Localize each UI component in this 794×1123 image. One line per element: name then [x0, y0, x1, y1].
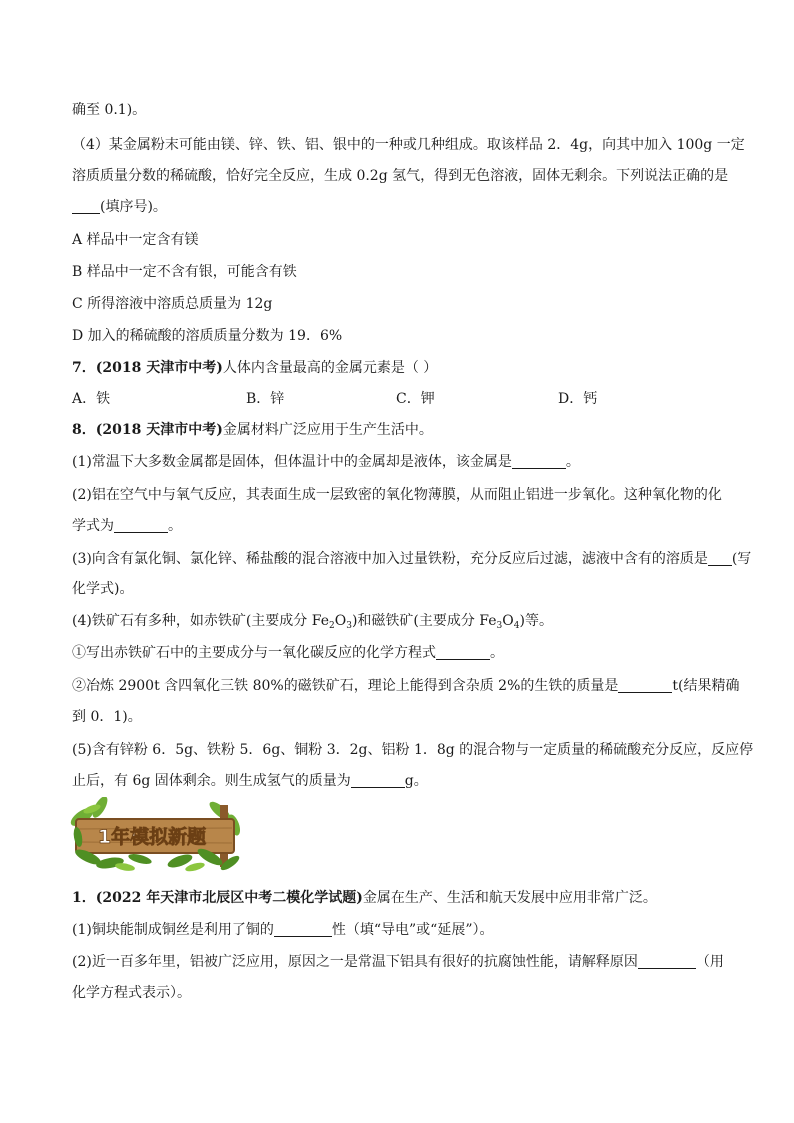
q7-option-d[interactable]: D．钙: [558, 391, 598, 407]
text-line: (1)铜块能制成铜丝是利用了铜的 性（填“导电”或“延展”）。: [72, 922, 494, 938]
answer-blank[interactable]: [274, 922, 332, 937]
answer-blank[interactable]: [436, 645, 490, 660]
text-line: (填序号)。: [72, 197, 722, 217]
question-number: 7．: [72, 360, 96, 376]
question-source: (2022 年天津市北辰区中考二模化学试题): [95, 890, 363, 906]
question-8: [72, 420, 722, 440]
answer-blank[interactable]: [72, 199, 100, 214]
text-line: ①写出赤铁矿石中的主要成分与一氧化碳反应的化学方程式 。: [72, 645, 504, 661]
answer-blank[interactable]: [512, 454, 566, 469]
text-line: (1)常温下大多数金属都是固体，但体温计中的金属却是液体，该金属是 。: [72, 454, 580, 470]
text-line: (2)铝在空气中与氧气反应，其表面生成一层致密的氧化物薄膜，从而阻止铝进一步氧化。这种氧化物的化: [72, 487, 722, 503]
question-source: (2018 天津市中考): [95, 360, 223, 376]
question-source: (2018 天津市中考): [95, 422, 223, 438]
answer-blank[interactable]: [114, 518, 168, 533]
banner-text: 1年模拟新题: [97, 826, 207, 848]
answer-blank[interactable]: [618, 678, 672, 693]
answer-blank[interactable]: [708, 551, 732, 566]
answer-blank[interactable]: [351, 773, 405, 788]
option-line: B 样品中一定不含有银，可能含有铁: [72, 264, 297, 280]
text-line: (3)向含有氯化铜、氯化锌、稀盐酸的混合溶液中加入过量铁粉，充分反应后过滤，滤液中含有的溶质是 (写: [72, 551, 752, 567]
text-line: (2)近一百多年里，铝被广泛应用，原因之一是常温下铝具有很好的抗腐蚀性能，请解释原因 （用: [72, 954, 724, 970]
text-line: 到 0．1)。: [72, 709, 142, 725]
wooden-sign-icon: [70, 797, 242, 875]
text-line: 止后，有 6g 固体剩余。则生成氢气的质量为 g。: [72, 773, 428, 789]
option-line: C 所得溶液中溶质总质量为 12g: [72, 296, 273, 312]
section-banner: [70, 797, 242, 875]
q7-option-b[interactable]: B．锌: [246, 391, 285, 407]
answer-blank[interactable]: [638, 954, 696, 969]
question-7: [72, 358, 722, 378]
question-number: 1．: [72, 890, 96, 906]
question-1: [72, 888, 722, 908]
text-line: 化学式)。: [72, 581, 134, 597]
question-stem: 金属材料广泛应用于生产生活中。: [222, 422, 433, 438]
text-line: (4)铁矿石有多种，如赤铁矿(主要成分 $Fe_2O_3$)和磁铁矿(主要成分 $Fe_3O_4$)等。: [72, 613, 553, 631]
option-line: D 加入的稀硫酸的溶质质量分数为 19．6%: [72, 328, 343, 344]
text-line: 确至 0.1)。: [72, 102, 147, 118]
option-line: A 样品中一定含有镁: [72, 232, 199, 248]
question-number: 8．: [72, 422, 96, 438]
q7-option-a[interactable]: A．铁: [72, 391, 111, 407]
text-line: (5)含有锌粉 6．5g、铁粉 5．6g、铜粉 3．2g、铝粉 1．8g 的混合物与一定质量的稀硫酸充分反应，反应停: [72, 742, 754, 758]
question-stem: 金属在生产、生活和航天发展中应用非常广泛。: [362, 890, 657, 906]
q7-options: [72, 389, 722, 409]
text-line: 溶质质量分数的稀硫酸，恰好完全反应，生成 0.2g 氢气，得到无色溶液，固体无剩余。下列说法正确的是: [72, 168, 729, 184]
text-line: 学式为 。: [72, 518, 182, 534]
q7-option-c[interactable]: C．钾: [396, 391, 435, 407]
text-line: （4）某金属粉末可能由镁、锌、铁、铝、银中的一种或几种组成。取该样品 2．4g，向其中加入 100g 一定: [72, 137, 745, 153]
text-line: 化学方程式表示）。: [72, 985, 191, 1001]
text-line: ②冶炼 2900t 含四氧化三铁 80%的磁铁矿石，理论上能得到含杂质 2%的生铁的质量是 t(结果精确: [72, 678, 740, 694]
question-stem: 人体内含量最高的金属元素是（ ）: [222, 360, 438, 376]
